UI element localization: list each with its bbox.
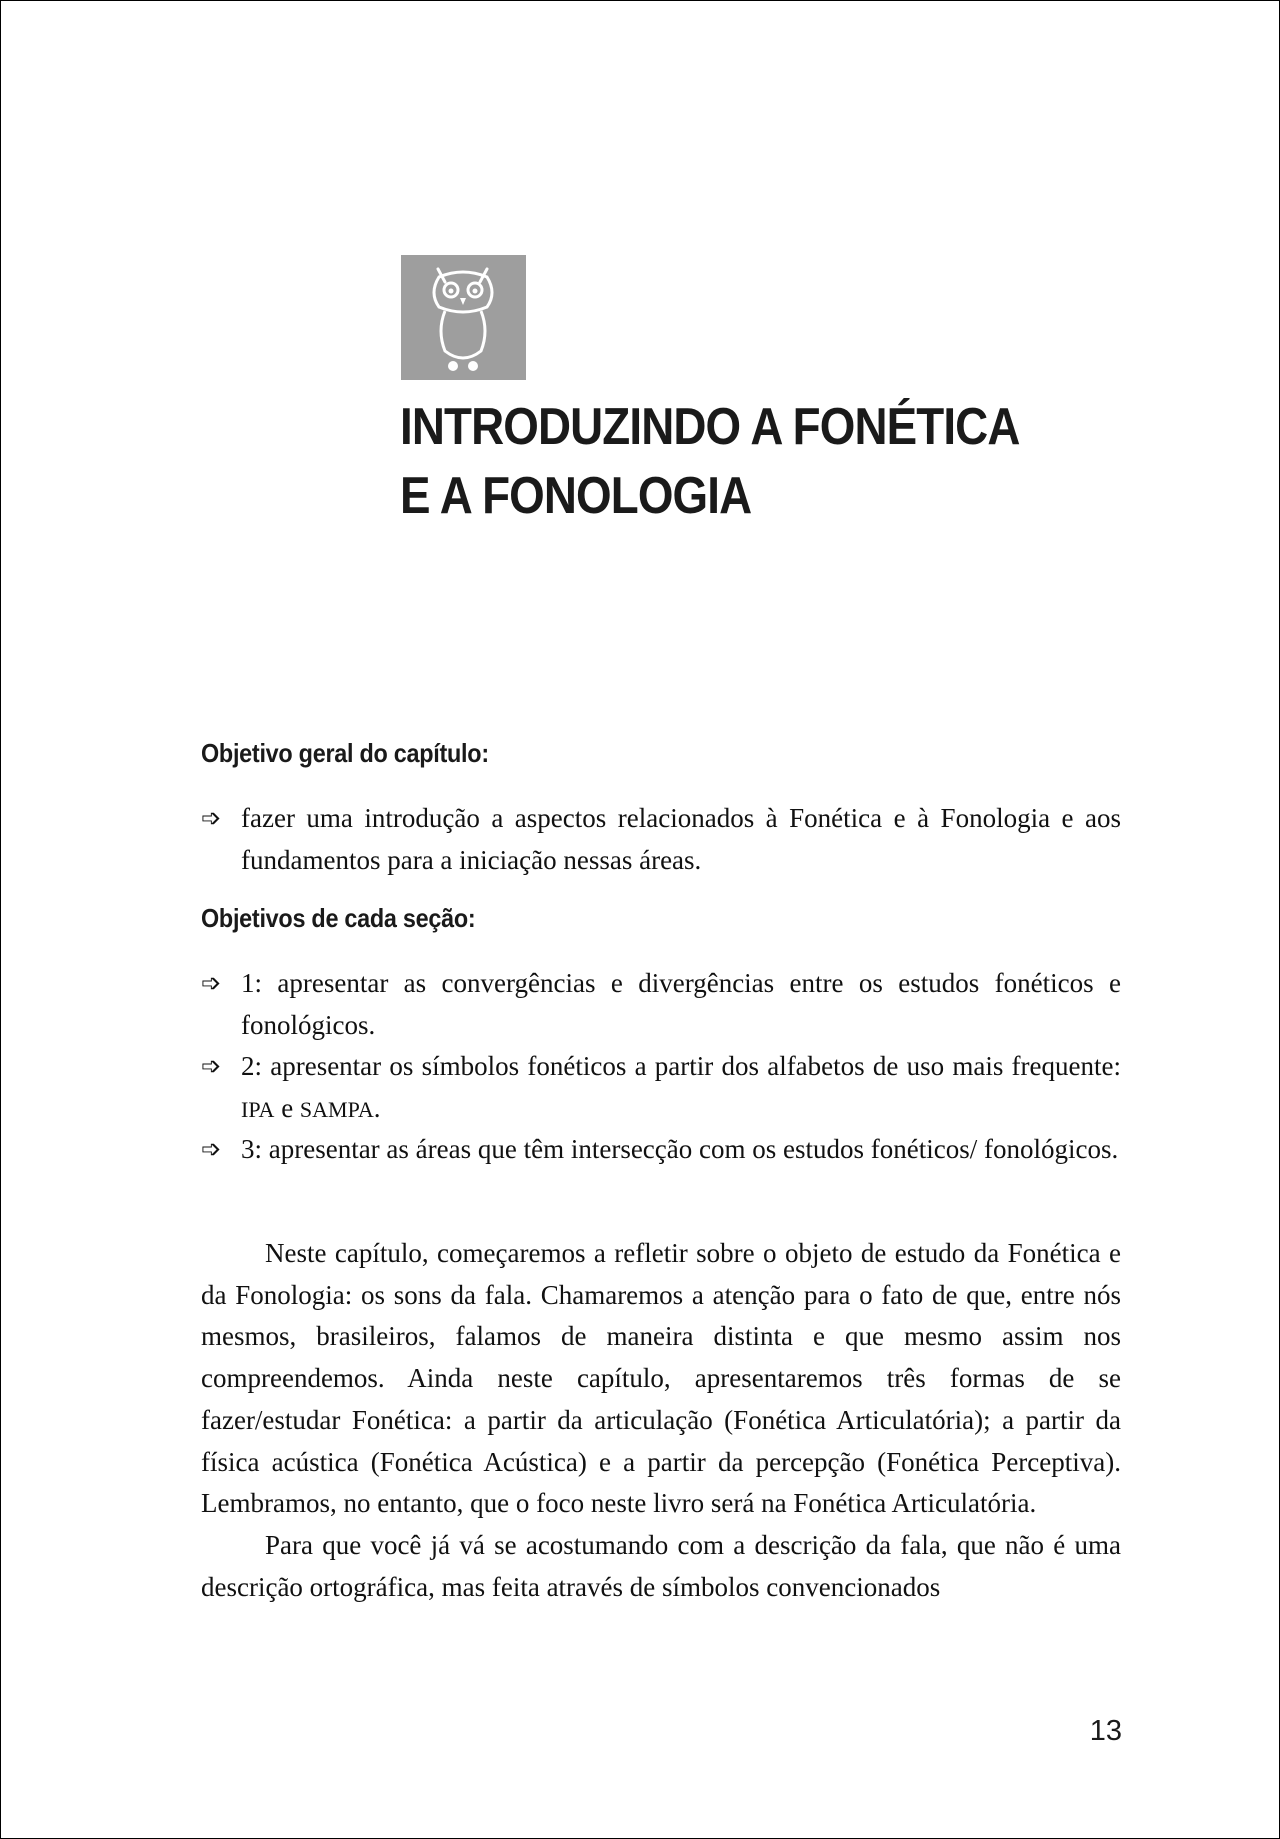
section-objective-item <box>201 1045 1121 1131</box>
arrow-right-icon: ➩ <box>201 804 222 832</box>
owl-icon <box>401 255 526 380</box>
bullet-text: 1: apresentar as convergências e divergências entre os estudos fonéticos e fonológicos. <box>241 968 1121 1040</box>
general-objective-heading: Objetivo geral do capítulo: <box>201 738 489 768</box>
arrow-right-icon: ➩ <box>201 1135 222 1163</box>
page-number: 13 <box>1089 1715 1122 1747</box>
body-paragraph: Para que você já vá se acostumando com a descrição da fala, que não é uma descrição ortográfica, mas feita através de símbolos convencionados <box>201 1529 1121 1602</box>
section-objective-item <box>201 962 1121 1046</box>
abbreviation-ipa: IPA <box>241 1097 275 1122</box>
owl-logo <box>401 255 526 380</box>
arrow-right-icon: ➩ <box>201 1052 222 1080</box>
section-objectives-heading: Objetivos de cada seção: <box>201 903 476 933</box>
chapter-title-line-1: INTRODUZINDO A FONÉTICA <box>400 398 1020 456</box>
bullet-text-conjunction: e <box>274 1093 300 1123</box>
bullet-text: 3: apresentar as áreas que têm intersecção com os estudos fonéticos/ fonológicos. <box>241 1134 1119 1164</box>
bullet-text: fazer uma introdução a aspectos relacionados à Fonética e à Fonologia e aos fundamentos para a iniciação nessas áreas. <box>241 803 1121 875</box>
bullet-text-part: 2: apresentar os símbolos fonéticos a partir dos alfabetos de uso mais frequente: <box>241 1051 1121 1081</box>
bullet-text <box>241 1045 1121 1131</box>
general-objective-item <box>201 797 1121 881</box>
body-text <box>201 1233 1121 1608</box>
chapter-title-line-2: E A FONOLOGIA <box>400 467 752 525</box>
abbreviation-sampa: SAMPA <box>299 1097 374 1122</box>
body-paragraph: Neste capítulo, começaremos a refletir sobre o objeto de estudo da Fonética e da Fonologia: os sons da fala. Chamaremos a atenção para o fato de que, entre nós mesmos, brasileiros, falamos de maneira distinta e que mesmo assim nos compreendemos. Ainda neste capítulo, apresentaremos três formas de se fazer/estudar Fonética: a partir da articulação (Fonética Articulatória); a partir da física acústica (Fonética Acústica) e a partir da percepção (Fonética Perceptiva). Lembramos, no entanto, que o foco neste livro será na Fonética Articulatória. <box>201 1238 1121 1519</box>
arrow-right-icon: ➩ <box>201 969 222 997</box>
section-objective-item <box>201 1128 1121 1170</box>
bullet-text-end: . <box>373 1093 381 1123</box>
chapter-title <box>400 393 1020 531</box>
